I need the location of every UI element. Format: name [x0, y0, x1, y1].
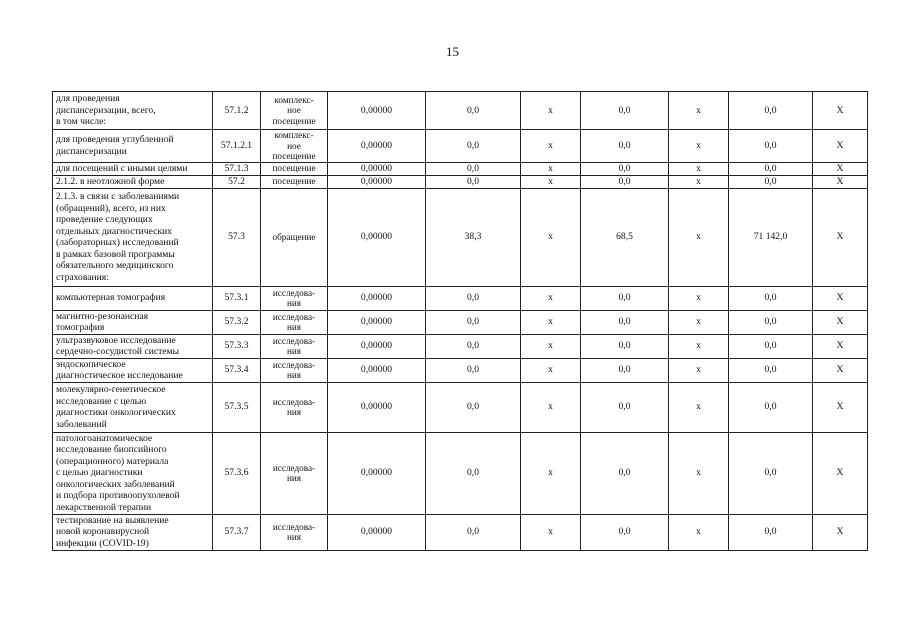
row-code: 57.3.2 [213, 310, 261, 334]
row-rate: 0,00000 [328, 310, 426, 334]
row-code: 57.3 [213, 188, 261, 286]
row-unit: исследова- ния [261, 286, 328, 310]
row-value-3: 0,0 [729, 175, 813, 188]
row-value-2: 0,0 [581, 162, 669, 175]
row-rate: 0,00000 [328, 514, 426, 550]
table-row [53, 130, 868, 163]
table-row [53, 382, 868, 432]
row-code: 57.1.2.1 [213, 130, 261, 163]
row-mark-3: Х [813, 432, 868, 514]
page-number: 15 [446, 44, 459, 59]
row-code: 57.3.1 [213, 286, 261, 310]
row-mark-3: Х [813, 514, 868, 550]
row-rate: 0,00000 [328, 130, 426, 163]
row-mark-3: Х [813, 175, 868, 188]
row-mark-3: Х [813, 188, 868, 286]
row-code: 57.3.5 [213, 382, 261, 432]
row-value-1: 0,0 [426, 286, 521, 310]
row-mark-1: х [521, 162, 581, 175]
row-mark-1: х [521, 334, 581, 358]
row-name: эндоскопическое диагностическое исследование [53, 358, 213, 382]
row-unit: исследова- ния [261, 432, 328, 514]
row-mark-2: х [669, 432, 729, 514]
row-mark-2: х [669, 92, 729, 130]
row-code: 57.1.2 [213, 92, 261, 130]
row-mark-2: х [669, 310, 729, 334]
row-mark-3: Х [813, 162, 868, 175]
row-value-2: 0,0 [581, 334, 669, 358]
row-value-2: 0,0 [581, 175, 669, 188]
row-mark-2: х [669, 358, 729, 382]
row-mark-1: х [521, 432, 581, 514]
row-name: тестирование на выявление новой коронавирусной инфекции (COVID-19) [53, 514, 213, 550]
row-value-1: 0,0 [426, 358, 521, 382]
row-value-1: 38,3 [426, 188, 521, 286]
row-value-1: 0,0 [426, 130, 521, 163]
row-name: для проведения углубленной диспансеризации [53, 130, 213, 163]
row-value-3: 0,0 [729, 162, 813, 175]
row-mark-2: х [669, 382, 729, 432]
row-mark-1: х [521, 358, 581, 382]
row-value-1: 0,0 [426, 514, 521, 550]
row-rate: 0,00000 [328, 358, 426, 382]
row-name: 2.1.2. в неотложной форме [53, 175, 213, 188]
row-value-3: 0,0 [729, 334, 813, 358]
row-value-1: 0,0 [426, 175, 521, 188]
table-row [53, 310, 868, 334]
table-row [53, 188, 868, 286]
row-mark-1: х [521, 92, 581, 130]
row-unit: исследова- ния [261, 310, 328, 334]
row-mark-3: Х [813, 382, 868, 432]
row-value-3: 0,0 [729, 92, 813, 130]
row-name: магнитно-резонансная томография [53, 310, 213, 334]
row-value-3: 0,0 [729, 286, 813, 310]
table-row [53, 358, 868, 382]
row-mark-3: Х [813, 310, 868, 334]
row-mark-2: х [669, 130, 729, 163]
row-value-1: 0,0 [426, 310, 521, 334]
row-name: для посещений с иными целями [53, 162, 213, 175]
row-name: молекулярно-генетическое исследование с целью диагностики онкологических заболеваний [53, 382, 213, 432]
row-mark-2: х [669, 188, 729, 286]
table-row [53, 92, 868, 130]
row-rate: 0,00000 [328, 92, 426, 130]
row-unit: исследова- ния [261, 382, 328, 432]
row-value-3: 0,0 [729, 382, 813, 432]
row-value-3: 0,0 [729, 358, 813, 382]
table-row [53, 334, 868, 358]
row-value-1: 0,0 [426, 382, 521, 432]
row-value-3: 0,0 [729, 130, 813, 163]
row-rate: 0,00000 [328, 162, 426, 175]
row-code: 57.3.3 [213, 334, 261, 358]
row-mark-1: х [521, 175, 581, 188]
table-row [53, 514, 868, 550]
row-name: ультразвуковое исследование сердечно-сосудистой системы [53, 334, 213, 358]
row-value-2: 0,0 [581, 382, 669, 432]
table-body [53, 92, 868, 551]
row-mark-3: Х [813, 334, 868, 358]
row-mark-1: х [521, 286, 581, 310]
row-code: 57.3.6 [213, 432, 261, 514]
row-code: 57.2 [213, 175, 261, 188]
row-unit: посещение [261, 175, 328, 188]
financing-table [52, 91, 868, 551]
row-mark-1: х [521, 310, 581, 334]
row-value-2: 0,0 [581, 432, 669, 514]
row-mark-2: х [669, 175, 729, 188]
row-rate: 0,00000 [328, 382, 426, 432]
row-mark-2: х [669, 334, 729, 358]
row-value-3: 0,0 [729, 514, 813, 550]
row-name: патологоанатомическое исследование биопсийного (операционного) материала с целью диагностики онкологических заболеваний и подбора противоопухолевой лекарственной терапии [53, 432, 213, 514]
row-mark-1: х [521, 188, 581, 286]
row-mark-1: х [521, 382, 581, 432]
row-code: 57.1.3 [213, 162, 261, 175]
row-value-2: 0,0 [581, 310, 669, 334]
row-rate: 0,00000 [328, 175, 426, 188]
row-unit: исследова- ния [261, 514, 328, 550]
table-row [53, 162, 868, 175]
row-value-1: 0,0 [426, 334, 521, 358]
row-value-2: 0,0 [581, 130, 669, 163]
table-row [53, 175, 868, 188]
row-unit: комплекс- ное посещение [261, 92, 328, 130]
row-unit: обращение [261, 188, 328, 286]
row-unit: комплекс- ное посещение [261, 130, 328, 163]
row-value-1: 0,0 [426, 432, 521, 514]
row-value-2: 0,0 [581, 514, 669, 550]
row-value-2: 0,0 [581, 358, 669, 382]
row-value-2: 68,5 [581, 188, 669, 286]
row-mark-1: х [521, 130, 581, 163]
row-mark-2: х [669, 514, 729, 550]
row-mark-1: х [521, 514, 581, 550]
row-value-3: 0,0 [729, 432, 813, 514]
row-name: компьютерная томография [53, 286, 213, 310]
row-value-1: 0,0 [426, 162, 521, 175]
row-mark-3: Х [813, 92, 868, 130]
row-value-3: 71 142,0 [729, 188, 813, 286]
row-unit: посещение [261, 162, 328, 175]
row-mark-2: х [669, 162, 729, 175]
row-value-2: 0,0 [581, 92, 669, 130]
table-row [53, 432, 868, 514]
row-rate: 0,00000 [328, 188, 426, 286]
row-rate: 0,00000 [328, 334, 426, 358]
row-unit: исследова- ния [261, 334, 328, 358]
row-rate: 0,00000 [328, 432, 426, 514]
row-mark-3: Х [813, 286, 868, 310]
row-value-1: 0,0 [426, 92, 521, 130]
row-value-2: 0,0 [581, 286, 669, 310]
row-name: для проведения диспансеризации, всего, в том числе: [53, 92, 213, 130]
row-code: 57.3.7 [213, 514, 261, 550]
row-rate: 0,00000 [328, 286, 426, 310]
row-mark-2: х [669, 286, 729, 310]
row-code: 57.3.4 [213, 358, 261, 382]
row-unit: исследова- ния [261, 358, 328, 382]
row-mark-3: Х [813, 130, 868, 163]
row-value-3: 0,0 [729, 310, 813, 334]
table-row [53, 286, 868, 310]
row-name: 2.1.3. в связи с заболеваниями (обращений), всего, из них проведение следующих отдельных диагностических (лабораторных) исследований в рамках базовой программы обязательного медицинского страхования: [53, 188, 213, 286]
row-mark-3: Х [813, 358, 868, 382]
